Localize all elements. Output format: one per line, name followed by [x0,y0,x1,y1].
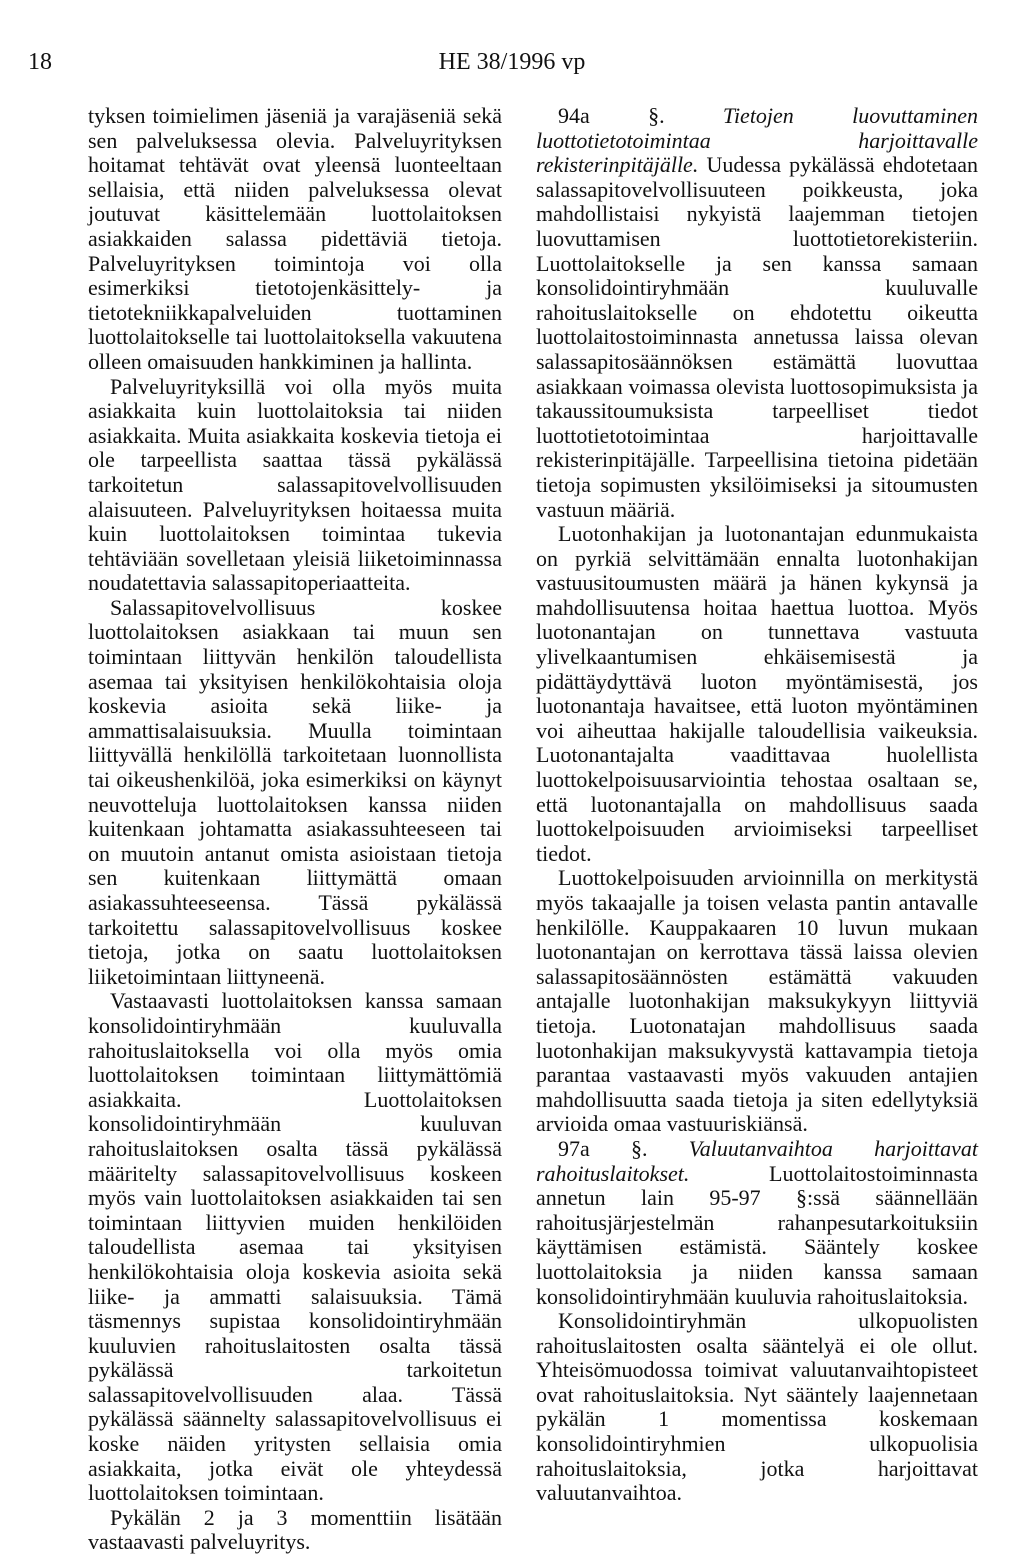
section-97a-number: 97a §. [558,1135,648,1161]
paragraph: Luottokelpoisuuden arvioinnilla on merkitystä myös takaajalle ja toisen velasta pantin antavalle henkilölle. Kauppakaaren 10 luvun mukaan luotonantajan on kerrottava tässä laissa olevien salassapitosäännösten estämättä vakuuden antajalle luotonhakijan maksukykyyn liittyviä tietoja. Luotonatajan mahdollisuus saada luotonhakijan maksukyvystä kattavampia tietoja parantaa vastaavasti myös vakuuden antajien mahdollisuutta saada tietoja ja siten edellytyksiä arvioida omaa vastuuriskiänsä. [536,865,978,1137]
section-94a-body: Uudessa pykälässä ehdotetaan salassapitovelvollisuuteen poikkeusta, joka mahdollistaisi nykyistä laajemman tietojen luovuttamisen luottotietorekisteriin. Luottolaitokselle ja sen kanssa samaan konsolidointiryhmään kuuluvalle rahoituslaitokselle on ehdotettu oikeutta luottolaitostoiminnasta annetussa laissa olevan salassapitosäännöksen estämättä luovuttaa asiakkaan voimassa olevista luottosopimuksista ja takaussitoumuksista tarpeelliset tiedot luottotietotoimintaa harjoittavalle rekisterinpitäjälle. Tarpeellisina tietoina pidetään tietoja sopimusten yksilöimiseksi ja sitoumusten vastuun määriä. [536,152,978,522]
paragraph: Luotonhakijan ja luotonantajan edunmukaista on pyrkiä selvittämään ennalta luotonhakijan vastuusitoumusten määrä ja hänen kykynsä ja mahdollisuutensa hoitaa haettua luottoa. Myös luotonantajan on tunnettava vastuuta ylivelkaantumisen ehkäisemisestä ja pidättäydyttävä luoton myöntämisestä, jos luotonantaja havaitsee, että luoton myöntäminen voi aiheuttaa hakijalle taloudellisia vaikeuksia. Luotonantajalta vaadittavaa huolellista luottokelpoisuusarviointia tehostaa osaltaan se, että luotonantajalla on mahdollisuus saada luottokelpoisuuden arvioimiseksi tarpeelliset tiedot. [536,521,978,866]
section-97a-body: Luottolaitostoiminnasta annetun lain 95-97 §:ssä säännellään rahoitusjärjestelmän rahanpesutarkoituksiin käyttämisen estämistä. Sääntely koskee luottolaitoksia ja niiden kanssa samaan konsolidointiryhmään kuuluvia rahoituslaitoksia. [536,1160,978,1309]
paragraph: Pykälän 2 ja 3 momenttiin lisätään vastaavasti palveluyritys. [88,1504,502,1555]
section-94a-number: 94a §. [558,103,665,128]
section-94a [536,104,978,522]
page-number: 18 [28,49,52,75]
paragraph: tyksen toimielimen jäseniä ja varajäseniä sekä sen palveluksessa olevia. Palveluyrityksen hoitamat tehtävät ovat yleensä luonteeltaan sellaisia, että niiden palveluksessa olevat joutuvat käsittelemään luottolaitoksen asiakkaiden salassa pidettäviä tietoja. Palveluyrityksen toimintoja voi olla esimerkiksi tietotojenkäsittely- ja tietotekniikkapalveluiden tuottaminen luottolaitokselle tai luottolaitoksella vakuutena olleen omaisuuden hankkiminen ja hallinta. [88,103,502,374]
section-97a [536,1137,978,1309]
paragraph: Konsolidointiryhmän ulkopuolisten rahoituslaitosten osalta sääntelyä ei ole ollut. Yhteisömuodossa toimivat valuutanvaihtopisteet ovat rahoituslaitoksia. Nyt sääntely laajennetaan pykälän 1 momentissa koskemaan konsolidointiryhmien ulkopuolisia rahoituslaitoksia, jotka harjoittavat valuutanvaihtoa. [536,1308,978,1506]
paragraph: Palveluyrityksillä voi olla myös muita asiakkaita kuin luottolaitoksia tai niiden asiakkaita. Muita asiakkaita koskevia tietoja ei ole tarpeellista saattaa tässä pykälässä tarkoitetun salassapitovelvollisuuden alaisuuteen. Palveluyrityksen hoitaessa muita kuin luottolaitoksen toimintaa tukevia tehtäviään sovelletaan yleisiä liiketoiminnassa noudatettavia salassapitoperiaatteita. [88,373,502,596]
running-head: HE 38/1996 vp [438,49,586,75]
paragraph: Vastaavasti luottolaitoksen kanssa samaan konsolidointiryhmään kuuluvalla rahoituslaitoksella voi olla myös omia luottolaitoksen toimintaan liittymättömiä asiakkaita. Luottolaitoksen konsolidointiryhmään kuuluvan rahoituslaitoksen osalta tässä pykälässä määritelty salassapitovelvollisuus koskeen myös vain luottolaitoksen asiakkaiden tai sen toimintaan liittyvien muiden henkilöiden taloudellista asemaa tai yksityisen henkilökohtaisia oloja koskevia asioita sekä liike- ja ammatti salaisuuksia. Tämä täsmennys supistaa konsolidointiryhmään kuuluvien rahoituslaitosten osalta tässä pykälässä tarkoitetun salassapitovelvollisuuden alaa. Tässä pykälässä säännelty salassapitovelvollisuus ei koske näiden yritysten sellaisia omia asiakkaita, jotka eivät ole yhteydessä luottolaitoksen toimintaan. [88,988,502,1506]
section-94a-title: Tietojen luovuttaminen luottotietotoimintaa harjoittavalle rekisterinpitäjälle. [536,103,978,178]
section-97a-title: Valuutanvaihtoa harjoittavat rahoituslaitokset. [536,1135,979,1186]
left-column [88,104,502,1555]
paragraph: Salassapitovelvollisuus koskee luottolaitoksen asiakkaan tai muun sen toimintaan liittyvän henkilön taloudellista asemaa tai yksityisen henkilökohtaisia oloja koskevia asioita sekä liike- ja ammattisalaisuuksia. Muulla toimintaan liittyvällä henkilöllä tarkoitetaan luonnollista tai oikeushenkilöä, joka esimerkiksi on käynyt neuvotteluja luottolaitoksen kanssa niiden kuitenkaan johtamatta asiakassuhteeseen tai on muutoin antanut omista asioistaan tietoja sen kuitenkaan liittymättä omaan asiakassuhteeseensa. Tässä pykälässä tarkoitettu salassapitovelvollisuus koskee tietoja, jotka on saatu luottolaitoksen liiketoimintaan liittyneenä. [88,594,502,989]
right-column [536,104,978,1506]
